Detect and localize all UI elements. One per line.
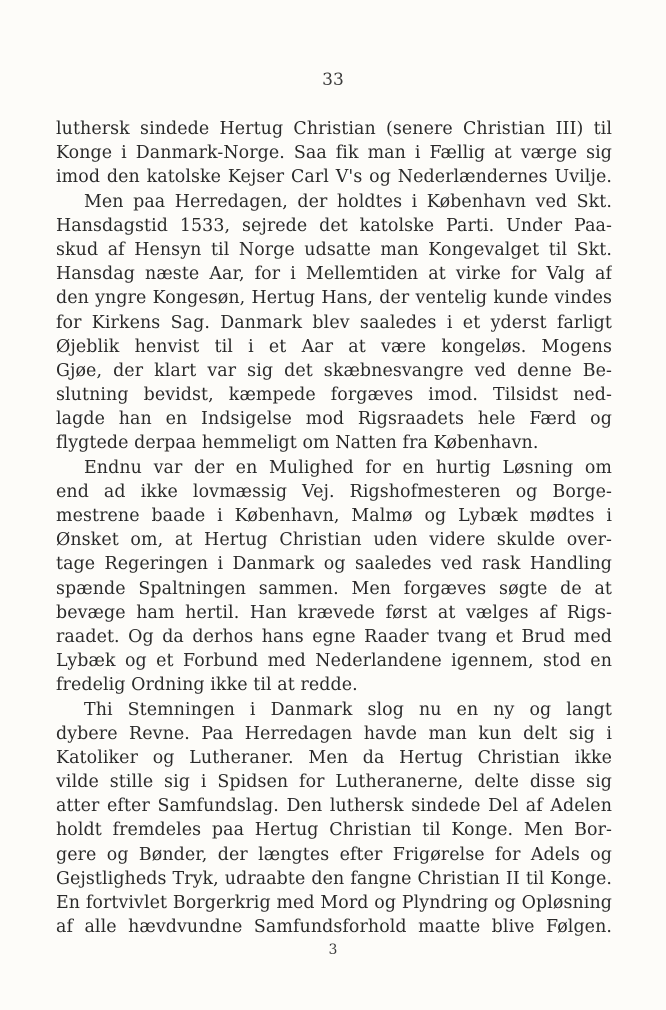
signature-mark: 3	[328, 942, 338, 958]
text-line: Thi Stemningen i Danmark slog nu en ny og langt	[84, 699, 612, 720]
text-line: skud af Hensyn til Norge udsatte man Kongevalget til Skt.	[56, 239, 612, 260]
text-line: atter efter Samfundslag. Den luthersk sindede Del af Adelen	[56, 796, 612, 817]
text-line: flygtede derpaa hemmeligt om Natten fra København.	[56, 433, 539, 454]
text-line: den yngre Kongesøn, Hertug Hans, der ventelig kunde vindes	[56, 288, 612, 309]
text-line: bevæge ham hertil. Han krævede først at vælges af Rigs-	[56, 602, 612, 623]
text-line: Endnu var der en Mulighed for en hurtig Løsning om	[84, 457, 612, 478]
text-line: Gjøe, der klart var sig det skæbnesvangre ved denne Be-	[56, 360, 612, 381]
text-line: mestrene baade i København, Malmø og Lybæk mødtes i	[56, 506, 612, 526]
text-line: Hansdag næste Aar, for i Mellemtiden at virke for Valg af	[56, 264, 612, 285]
text-line: luthersk sindede Hertug Christian (senere Christian III) til	[56, 119, 612, 139]
text-line: spænde Spaltningen sammen. Men forgæves søgte de at	[56, 578, 612, 599]
text-line: gere og Bønder, der længtes efter Frigørelse for Adels og	[56, 844, 612, 865]
text-line: end ad ikke lovmæssig Vej. Rigshofmesteren og Borge-	[56, 481, 612, 502]
text-line: fredelig Ordning ikke til at redde.	[56, 675, 358, 696]
text-line: Katoliker og Lutheraner. Men da Hertug Christian ikke	[56, 747, 612, 768]
text-line: lagde han en Indsigelse mod Rigsraadets hele Færd og	[56, 409, 612, 430]
text-line: Konge i Danmark-Norge. Saa fik man i Fællig at værge sig	[56, 143, 612, 164]
text-line: Ønsket om, at Hertug Christian uden videre skulde over-	[56, 530, 612, 551]
text-line: af alle hævdvundne Samfundsforhold maatte blive Følgen.	[56, 917, 612, 938]
text-line: imod den katolske Kejser Carl V's og Nederlændernes Uvilje.	[56, 167, 612, 188]
text-line: Hansdagstid 1533, sejrede det katolske Parti. Under Paa-	[56, 215, 612, 236]
text-line: raadet. Og da derhos hans egne Raader tvang et Brud med	[56, 626, 612, 647]
page-number: 33	[322, 70, 344, 90]
text-line: for Kirkens Sag. Danmark blev saaledes i et yderst farligt	[56, 312, 612, 333]
body-text	[56, 117, 612, 939]
text-line: Gejstligheds Tryk, udraabte den fangne Christian II til Konge.	[56, 868, 612, 889]
text-line: Lybæk og et Forbund med Nederlandene igennem, stod en	[56, 651, 612, 672]
text-line: slutning bevidst, kæmpede forgæves imod. Tilsidst ned-	[56, 385, 612, 406]
text-line: vilde stille sig i Spidsen for Lutheranerne, delte disse sig	[56, 772, 612, 793]
text-line: Men paa Herredagen, der holdtes i København ved Skt.	[84, 191, 612, 212]
text-line: En fortvivlet Borgerkrig med Mord og Plyndring og Opløsning	[56, 893, 612, 913]
text-line: Øjeblik henvist til i et Aar at være kongeløs. Mogens	[56, 336, 612, 357]
text-line: dybere Revne. Paa Herredagen havde man kun delt sig i	[56, 723, 612, 744]
text-line: holdt fremdeles paa Hertug Christian til Konge. Men Bor-	[56, 820, 612, 841]
text-line: tage Regeringen i Danmark og saaledes ved rask Handling	[56, 554, 612, 575]
